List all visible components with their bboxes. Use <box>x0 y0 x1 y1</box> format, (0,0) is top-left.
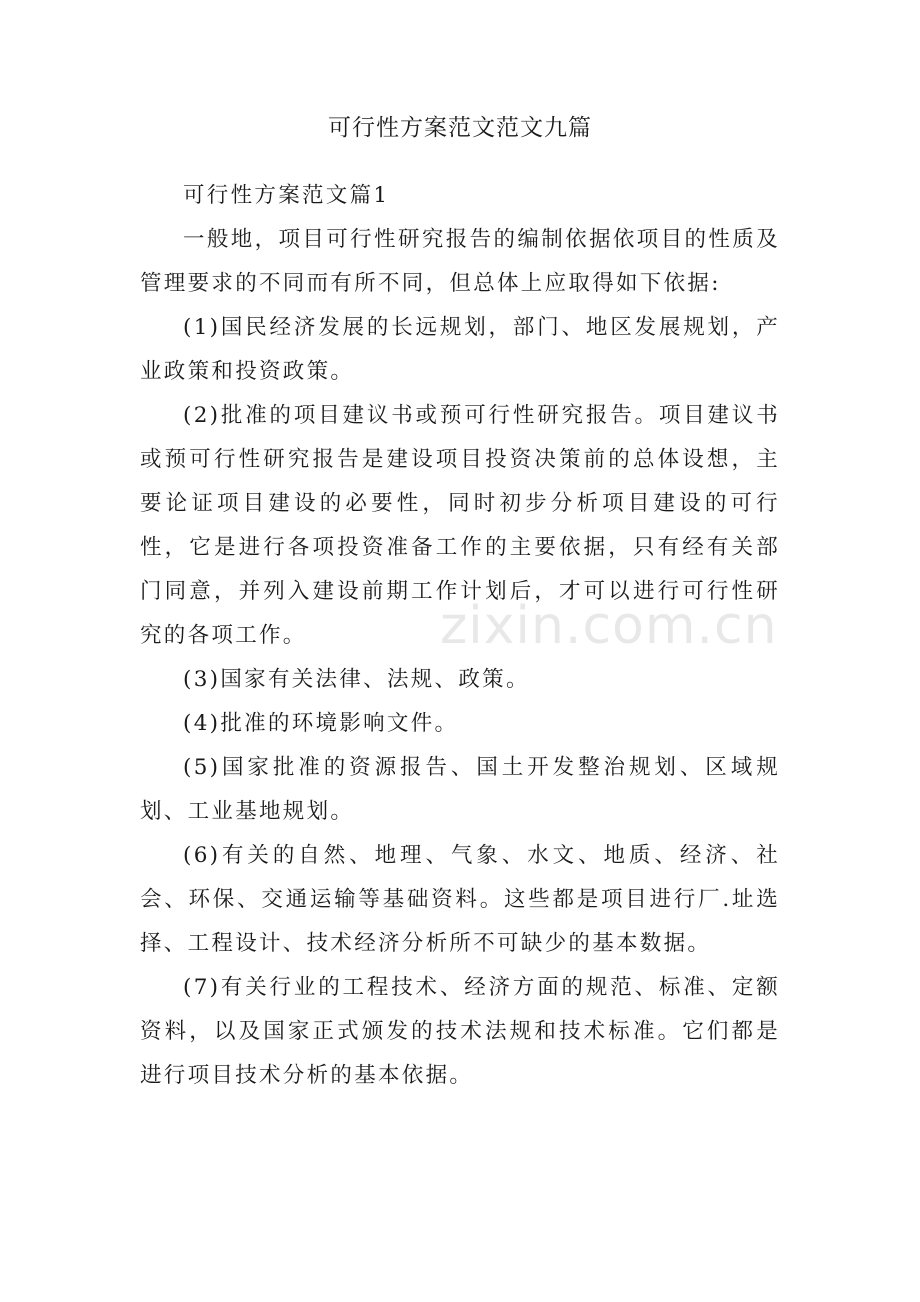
paragraph-intro: 一般地，项目可行性研究报告的编制依据依项目的性质及管理要求的不同而有所不同，但总体上应取得如下依据: <box>140 227 780 296</box>
paragraph-item-7: (7)有关行业的工程技术、经济方面的规范、标准、定额资料，以及国家正式颁发的技术法规和技术标准。它们都是进行项目技术分析的基本依据。 <box>140 975 780 1088</box>
paragraph-item-6: (6)有关的自然、地理、气象、水文、地质、经济、社会、环保、交通运输等基础资料。这些都是项目进行厂.址选择、工程设计、技术经济分析所不可缺少的基本数据。 <box>140 843 780 956</box>
paragraph-item-5: (5)国家批准的资源报告、国土开发整治规划、区域规划、工业基地规划。 <box>140 755 780 824</box>
document-title: 可行性方案范文范文九篇 <box>328 115 592 141</box>
paragraph-item-3: (3)国家有关法律、法规、政策。 <box>183 667 530 692</box>
watermark: zixin.com.cn <box>440 596 778 656</box>
paragraph-item-1: (1)国民经济发展的长远规划，部门、地区发展规划，产业政策和投资政策。 <box>140 315 780 384</box>
paragraph-item-4: (4)批准的环境影响文件。 <box>183 711 459 736</box>
paragraph-item-2: (2)批准的项目建议书或预可行性研究报告。项目建议书或预可行性研究报告是建设项目投资决策前的总体设想，主要论证项目建设的必要性，同时初步分析项目建设的可行性，它是进行各项投资准备工作的主要依据，只有经有关部门同意，并列入建设前期工作计划后，才可以进行可行性研究的各项工作。 <box>140 403 780 648</box>
document-body <box>140 174 780 1098</box>
section-heading: 可行性方案范文篇1 <box>183 183 390 208</box>
